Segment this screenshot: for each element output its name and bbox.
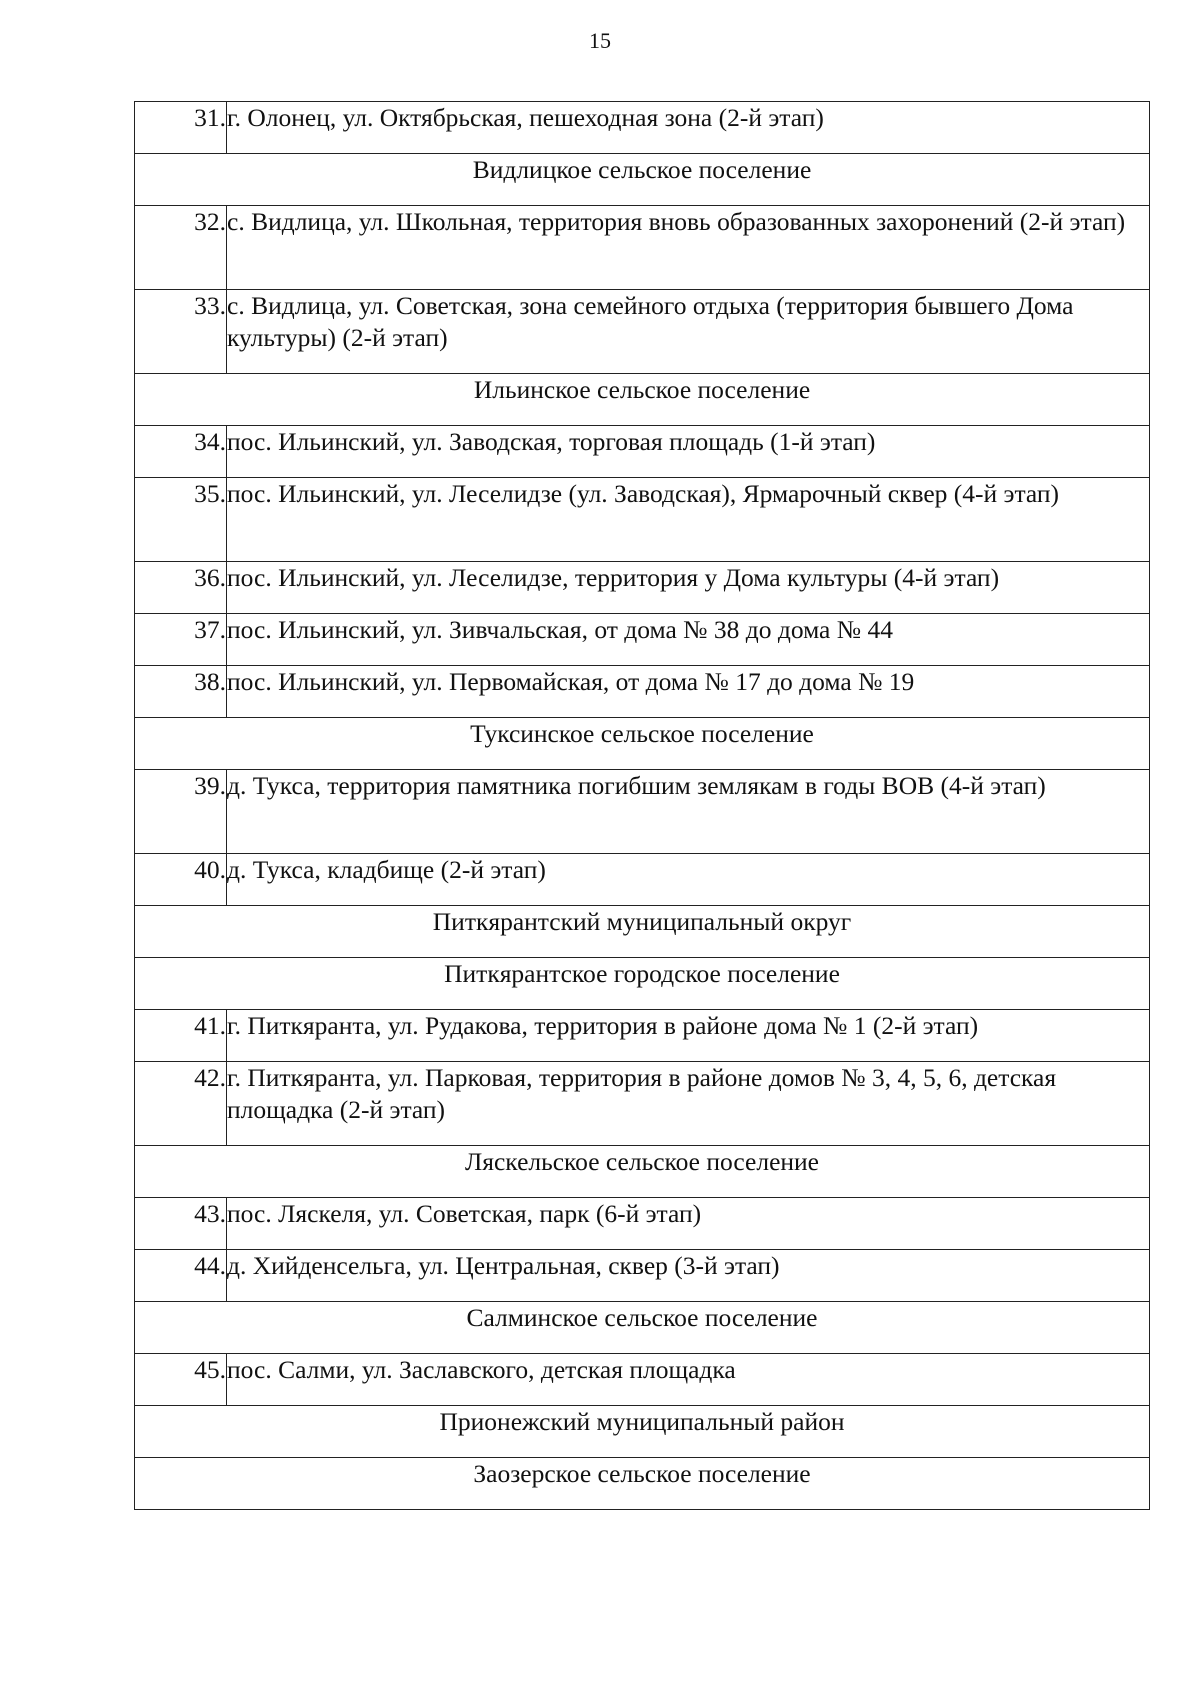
section-header-row (135, 1458, 1150, 1510)
row-description: г. Олонец, ул. Октябрьская, пешеходная зона (2-й этап) (227, 102, 1150, 154)
row-description: пос. Ильинский, ул. Заводская, торговая площадь (1-й этап) (227, 426, 1150, 478)
row-description: с. Видлица, ул. Советская, зона семейного отдыха (территория бывшего Дома культуры) (2-й этап) (227, 290, 1150, 374)
row-number: 42. (135, 1062, 227, 1146)
section-title: Прионежский муниципальный район (135, 1406, 1150, 1458)
row-description: пос. Ильинский, ул. Зивчальская, от дома № 38 до дома № 44 (227, 614, 1150, 666)
objects-table (134, 101, 1150, 1510)
section-header-row (135, 718, 1150, 770)
section-title: Салминское сельское поселение (135, 1302, 1150, 1354)
section-title: Ильинское сельское поселение (135, 374, 1150, 426)
section-header-row (135, 906, 1150, 958)
table-row (135, 206, 1150, 290)
section-title: Видлицкое сельское поселение (135, 154, 1150, 206)
row-number: 31. (135, 102, 227, 154)
table-row (135, 854, 1150, 906)
row-number: 36. (135, 562, 227, 614)
row-description: с. Видлица, ул. Школьная, территория вновь образованных захоронений (2-й этап) (227, 206, 1150, 290)
row-description: пос. Ильинский, ул. Первомайская, от дома № 17 до дома № 19 (227, 666, 1150, 718)
row-description: д. Хийденсельга, ул. Центральная, сквер (3-й этап) (227, 1250, 1150, 1302)
section-title: Туксинское сельское поселение (135, 718, 1150, 770)
row-number: 33. (135, 290, 227, 374)
table-row (135, 1010, 1150, 1062)
table-row (135, 102, 1150, 154)
row-description: пос. Ильинский, ул. Леселидзе (ул. Заводская), Ярмарочный сквер (4-й этап) (227, 478, 1150, 562)
table-row (135, 1198, 1150, 1250)
row-number: 45. (135, 1354, 227, 1406)
section-header-row (135, 1406, 1150, 1458)
row-number: 34. (135, 426, 227, 478)
section-header-row (135, 374, 1150, 426)
row-description: д. Тукса, территория памятника погибшим землякам в годы ВОВ (4-й этап) (227, 770, 1150, 854)
row-number: 40. (135, 854, 227, 906)
row-number: 35. (135, 478, 227, 562)
row-number: 44. (135, 1250, 227, 1302)
row-number: 41. (135, 1010, 227, 1062)
table-row (135, 614, 1150, 666)
section-header-row (135, 958, 1150, 1010)
row-description: пос. Ильинский, ул. Леселидзе, территория у Дома культуры (4-й этап) (227, 562, 1150, 614)
row-description: г. Питкяранта, ул. Парковая, территория в районе домов № 3, 4, 5, 6, детская площадка (2-й этап) (227, 1062, 1150, 1146)
table-row (135, 1250, 1150, 1302)
row-description: пос. Салми, ул. Заславского, детская площадка (227, 1354, 1150, 1406)
section-header-row (135, 1302, 1150, 1354)
table-row (135, 666, 1150, 718)
section-title: Заозерское сельское поселение (135, 1458, 1150, 1510)
table-row (135, 770, 1150, 854)
row-number: 43. (135, 1198, 227, 1250)
row-number: 39. (135, 770, 227, 854)
section-title: Питкярантский муниципальный округ (135, 906, 1150, 958)
row-description: пос. Ляскеля, ул. Советская, парк (6-й этап) (227, 1198, 1150, 1250)
table-row (135, 562, 1150, 614)
row-description: д. Тукса, кладбище (2-й этап) (227, 854, 1150, 906)
table-row (135, 1354, 1150, 1406)
section-title: Питкярантское городское поселение (135, 958, 1150, 1010)
table-row (135, 290, 1150, 374)
table-body (135, 102, 1150, 1510)
section-header-row (135, 154, 1150, 206)
row-number: 38. (135, 666, 227, 718)
row-description: г. Питкяранта, ул. Рудакова, территория в районе дома № 1 (2-й этап) (227, 1010, 1150, 1062)
table-row (135, 1062, 1150, 1146)
row-number: 37. (135, 614, 227, 666)
table-row (135, 426, 1150, 478)
page-number: 15 (589, 28, 611, 53)
section-title: Ляскельское сельское поселение (135, 1146, 1150, 1198)
row-number: 32. (135, 206, 227, 290)
table-row (135, 478, 1150, 562)
section-header-row (135, 1146, 1150, 1198)
